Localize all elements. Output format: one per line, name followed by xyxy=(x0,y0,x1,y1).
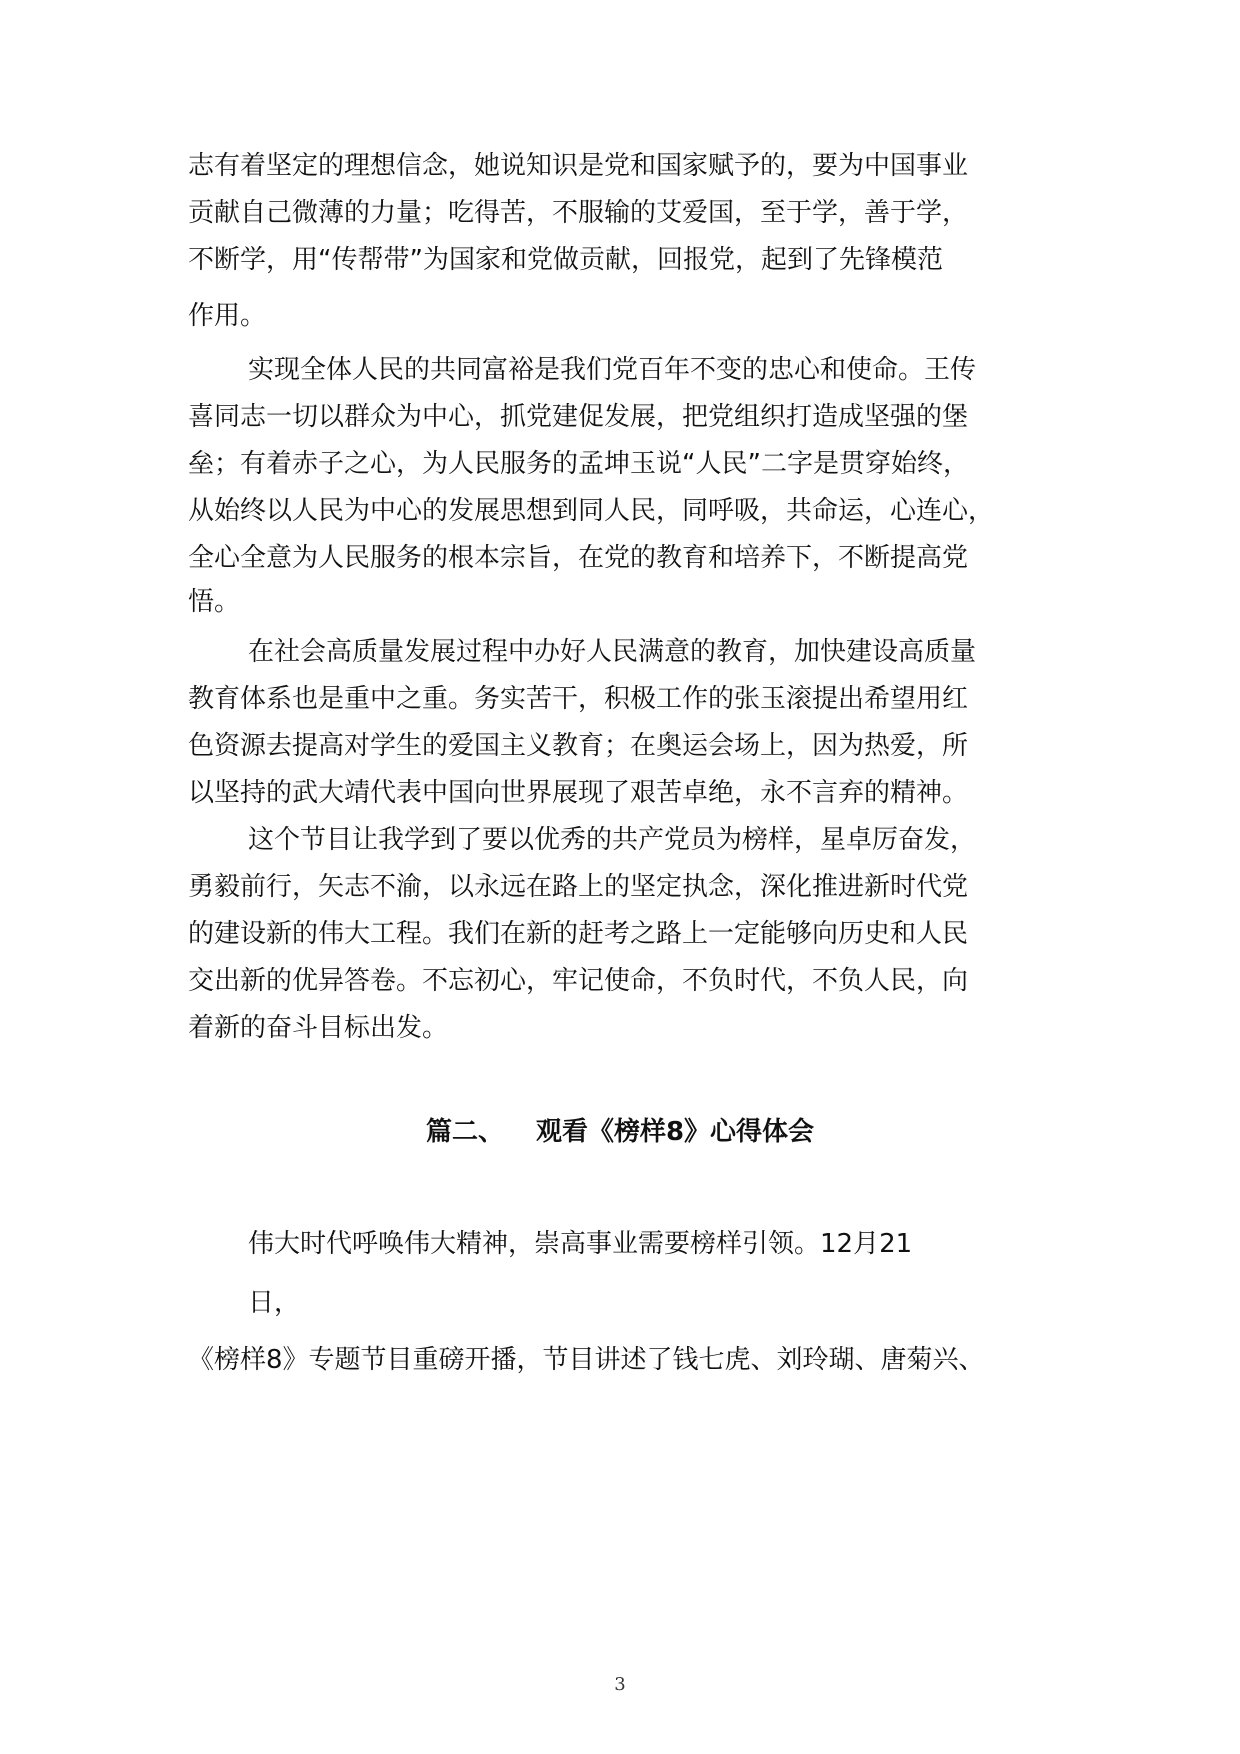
text-line: 《榜样8》专题节目重磅开播，节目讲述了钱七虎、刘玲瑚、唐菊兴、 xyxy=(188,1345,985,1375)
text-line: 在社会高质量发展过程中办好人民满意的教育，加快建设高质量 xyxy=(248,637,977,667)
text-line: 喜同志一切以群众为中心，抓党建促发展，把党组织打造成坚强的堡 xyxy=(188,402,969,432)
section-number: 篇二、 xyxy=(425,1117,504,1147)
page-number: 3 xyxy=(614,1674,626,1695)
text-line: 交出新的优异答卷。不忘初心，牢记使命，不负时代，不负人民，向 xyxy=(188,966,969,996)
text-line: 以坚持的武大靖代表中国向世界展现了艰苦卓绝，永不言弃的精神。 xyxy=(188,778,969,808)
text-line: 从始终以人民为中心的发展思想到同人民，同呼吸，共命运，心连心， xyxy=(188,496,995,526)
text-line: 这个节目让我学到了要以优秀的共产党员为榜样，星卓厉奋发， xyxy=(248,825,977,855)
text-line: 色资源去提高对学生的爱国主义教育；在奥运会场上，因为热爱，所 xyxy=(188,731,969,761)
text-line: 着新的奋斗目标出发。 xyxy=(188,1013,449,1043)
text-line: 实现全体人民的共同富裕是我们党百年不变的忠心和使命。王传 xyxy=(248,355,977,385)
section-heading xyxy=(0,1114,1240,1150)
text-line: 全心全意为人民服务的根本宗旨，在党的教育和培养下，不断提高党 xyxy=(188,543,969,573)
text-line: 教育体系也是重中之重。务实苦干，积极工作的张玉滚提出希望用红 xyxy=(188,684,969,714)
text-line: 勇毅前行，矢志不渝，以永远在路上的坚定执念，深化推进新时代党 xyxy=(188,872,969,902)
text-line: 垒；有着赤子之心，为人民服务的孟坤玉说“人民”二字是贯穿始终， xyxy=(188,449,969,479)
text-line: 不断学，用“传帮带”为国家和党做贡献，回报党，起到了先锋模范 xyxy=(188,245,943,275)
text-line: 伟大时代呼唤伟大精神，崇高事业需要榜样引领。12月21 xyxy=(248,1229,913,1259)
section-title: 观看《榜样8》心得体会 xyxy=(535,1117,815,1147)
text-line: 志有着坚定的理想信念，她说知识是党和国家赋予的，要为中国事业 xyxy=(188,151,969,181)
text-line: 作用。 xyxy=(188,301,267,331)
text-line: 的建设新的伟大工程。我们在新的赶考之路上一定能够向历史和人民 xyxy=(188,919,969,949)
text-line: 日， xyxy=(248,1288,301,1318)
text-line: 贡献自己微薄的力量；吃得苦，不服输的艾爱国，至于学，善于学， xyxy=(188,198,969,228)
text-line: 悟。 xyxy=(188,587,241,617)
